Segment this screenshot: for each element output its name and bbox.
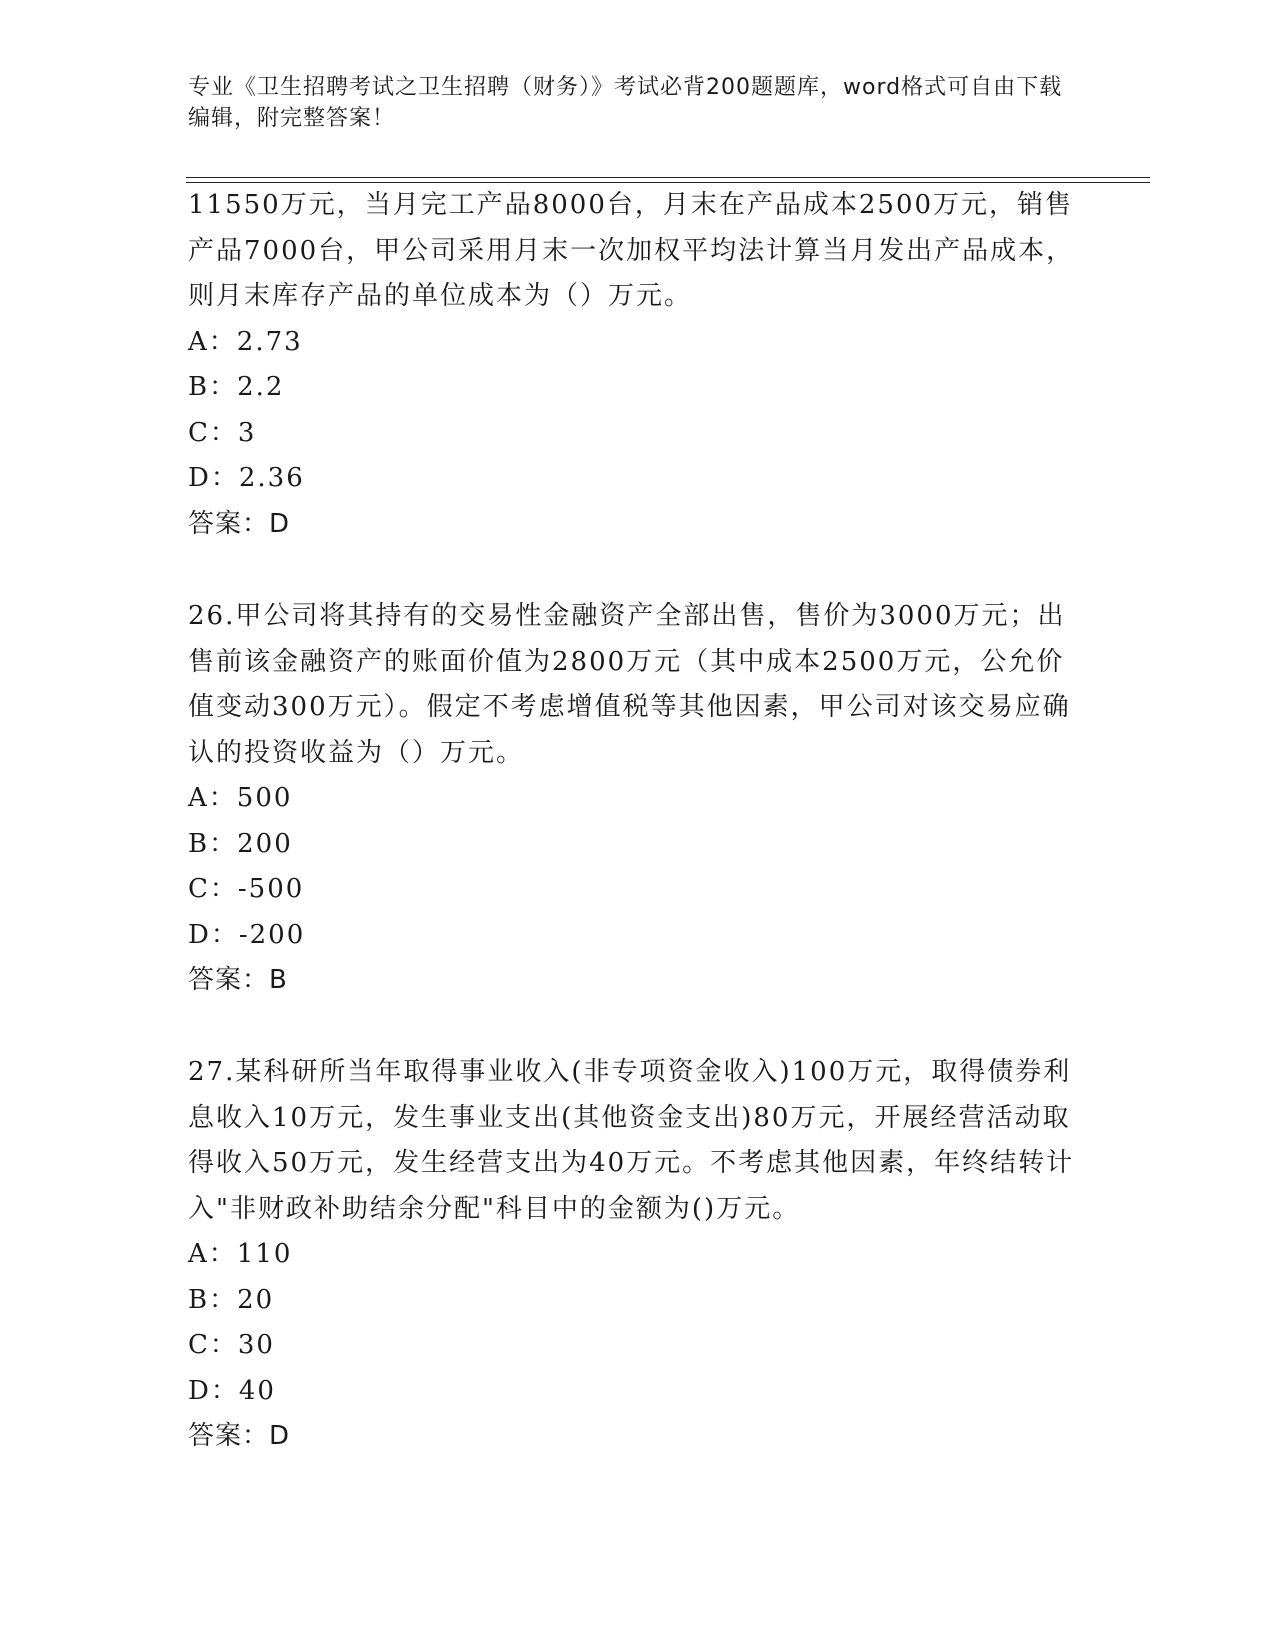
option-a: A：500 [188,783,293,813]
question-stem: 27.某科研所当年取得事业收入(非专项资金收入)100万元，取得债券利息收入10万元，发生事业支出(其他资金支出)80万元，开展经营活动取得收入50万元，发生经营支出为40万元。不考虑其他因素，年终结转计入"非财政补助结余分配"科目中的金额为()万元。 [188,1057,1075,1224]
question-stem: 26.甲公司将其持有的交易性金融资产全部出售，售价为3000万元；出售前该金融资产的账面价值为2800万元（其中成本2500万元，公允价值变动300万元）。假定不考虑增值税等其他因素，甲公司对该交易应确认的投资收益为（）万元。 [188,601,1071,768]
option-d: D：-200 [188,919,306,950]
answer: 答案：D [188,1421,291,1451]
question-block [188,1050,1088,1460]
header-rule-top [186,177,1150,178]
option-c: C：3 [188,417,257,448]
option-c: C：-500 [188,874,305,904]
document-title: 专业《卫生招聘考试之卫生招聘（财务）》考试必背200题题库，word格式可自由下载编辑，附完整答案！ [188,75,1063,131]
option-b: B：2.2 [188,372,285,402]
answer: 答案：D [188,508,291,539]
option-a: A：2.73 [188,326,303,357]
answer: 答案：B [188,965,288,995]
option-d: D：40 [188,1375,276,1406]
option-a: A：110 [188,1239,293,1269]
option-b: B：200 [188,828,293,859]
option-d: D：2.36 [188,463,305,493]
option-c: C：30 [188,1330,275,1360]
question-stem: 11550万元，当月完工产品8000台，月末在产品成本2500万元，销售产品7000台，甲公司采用月末一次加权平均法计算当月发出产品成本，则月末库存产品的单位成本为（）万元。 [188,190,1075,311]
option-b: B：20 [188,1284,275,1315]
question-block [188,183,1088,547]
question-block [188,594,1088,1004]
document-header [188,72,1068,134]
